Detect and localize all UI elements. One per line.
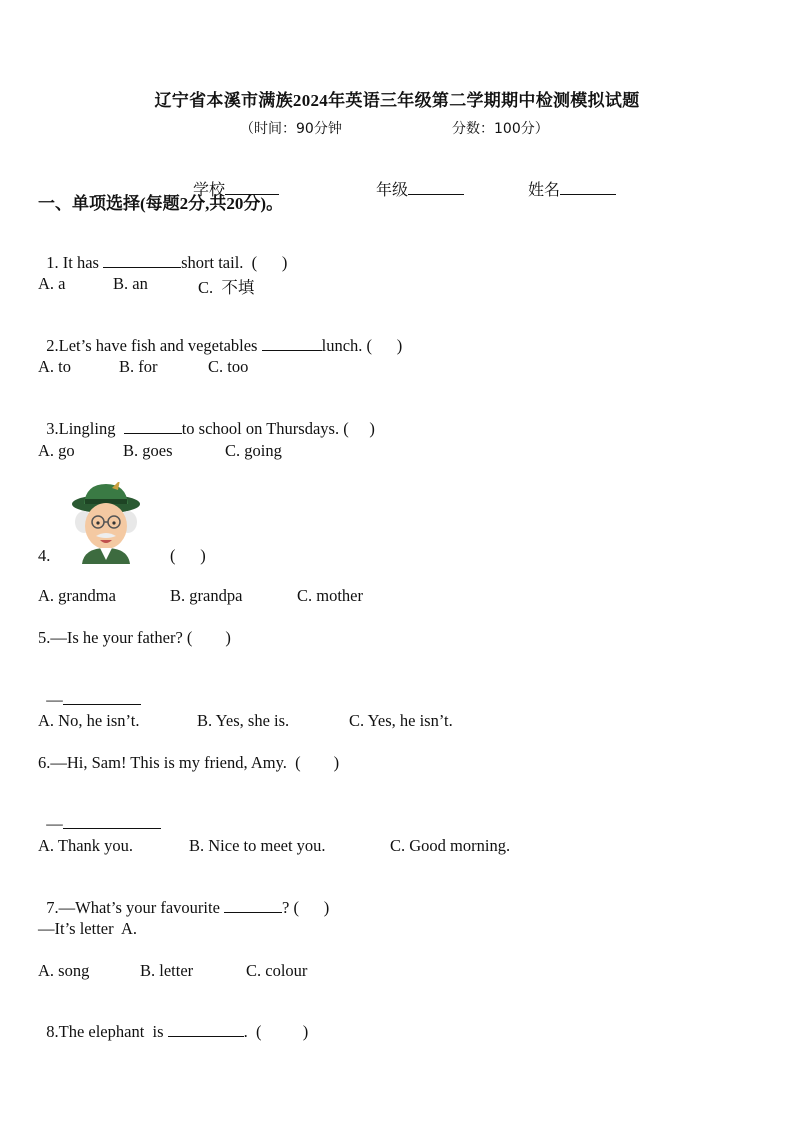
q2-option-c[interactable]: C. too [208,357,249,376]
q4-option-c[interactable]: C. mother [297,586,363,605]
q2-option-b[interactable]: B. for [119,357,158,376]
question-5: 5.—Is he your father? ( ) [38,628,231,647]
question-6-answer [38,794,161,834]
question-1 [38,233,287,273]
q6-option-a[interactable]: A. Thank you. [38,836,134,855]
section-title: 一、单项选择(每题2分,共20分)。 [38,194,284,213]
q5-option-b[interactable]: B. Yes, she is. [197,711,290,730]
question-6: 6.—Hi, Sam! This is my friend, Amy. ( ) [38,753,340,772]
grandpa-illustration-icon [66,482,142,564]
question-1-tail: short tail. ( ) [181,253,288,272]
q6-option-c[interactable]: C. Good morning. [390,836,511,855]
q4-option-b[interactable]: B. grandpa [170,586,243,605]
question-1-blank[interactable] [103,253,181,268]
q6-option-b[interactable]: B. Nice to meet you. [189,836,326,855]
name-label: 姓名 [528,182,561,199]
question-7-text: 7.—What’s your favourite [46,898,225,917]
grade-field [368,159,464,200]
question-6-blank[interactable] [63,814,161,829]
question-7 [38,878,329,918]
school-label: 学校 [193,182,226,199]
question-2-blank[interactable] [262,336,322,351]
exam-score: 分数：100分） [452,121,549,137]
q5-option-c[interactable]: C. Yes, he isn’t. [349,711,453,730]
q1-option-c[interactable]: C. 不填 [198,278,255,297]
name-blank[interactable] [560,180,616,195]
q2-option-a[interactable]: A. to [38,357,71,376]
question-7-blank[interactable] [224,898,282,913]
grade-blank[interactable] [408,180,464,195]
q7-option-c[interactable]: C. colour [246,961,308,980]
question-3-text: 3.Lingling [46,419,124,438]
question-7-answer: —It’s letter A. [38,919,137,938]
question-4-number: 4. [38,546,51,565]
question-8-blank[interactable] [168,1022,244,1037]
q1-option-a[interactable]: A. a [38,274,66,293]
question-7-tail: ? ( ) [282,898,330,917]
question-8 [38,1002,308,1042]
q3-option-c[interactable]: C. going [225,441,282,460]
question-3 [38,399,375,439]
q7-option-b[interactable]: B. letter [140,961,194,980]
question-2-tail: lunch. ( ) [321,336,403,355]
question-3-tail: to school on Thursdays. ( ) [181,419,375,438]
answer-dash: — [46,814,63,833]
exam-time: （时间：90分钟 [240,121,342,137]
q3-option-a[interactable]: A. go [38,441,75,460]
question-8-text: 8.The elephant is [46,1022,168,1041]
question-4-paren: ( ) [170,546,206,565]
q1-option-b[interactable]: B. an [113,274,148,293]
answer-dash: — [46,690,63,709]
page-title: 辽宁省本溪市满族2024年英语三年级第二学期期中检测模拟试题 [154,91,640,110]
q4-option-a[interactable]: A. grandma [38,586,116,605]
question-1-text: 1. It has [46,253,104,272]
question-3-blank[interactable] [124,419,182,434]
grade-label: 年级 [376,182,409,199]
name-field [520,159,616,200]
question-8-tail: . ( ) [243,1022,309,1041]
question-5-blank[interactable] [63,690,141,705]
q5-option-a[interactable]: A. No, he isn’t. [38,711,140,730]
question-2-text: 2.Let’s have fish and vegetables [46,336,262,355]
q3-option-b[interactable]: B. goes [123,441,173,460]
question-2 [38,316,402,356]
q7-option-a[interactable]: A. song [38,961,90,980]
question-5-answer [38,670,141,710]
